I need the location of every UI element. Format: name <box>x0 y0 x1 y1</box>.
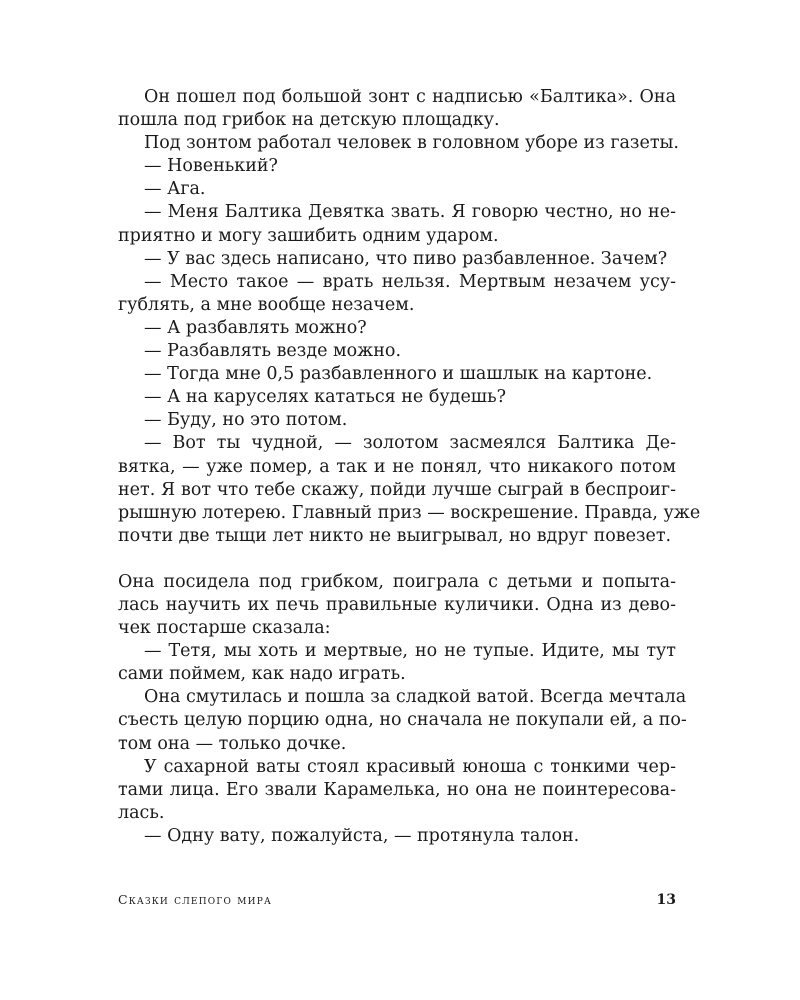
paragraph <box>118 178 676 201</box>
text-line: Она посидела под грибком, поиграла с детьми и попыта- <box>118 571 676 592</box>
paragraph <box>118 640 676 686</box>
text-line: том она — только дочке. <box>118 733 347 754</box>
text-line: сами поймем, как надо играть. <box>118 664 406 685</box>
text-line: — А на каруселях кататься не будешь? <box>144 387 506 408</box>
text-line: — Вот ты чудной, — золотом засмеялся Балтика Де- <box>144 433 676 454</box>
paragraph <box>118 317 676 340</box>
paragraph <box>118 248 676 271</box>
text-line: — Одну вату, пожалуйста, — протянула талон. <box>144 825 580 846</box>
text-line: Она смутилась и пошла за сладкой ватой. Всегда мечтала <box>144 687 687 708</box>
text-line: — Тетя, мы хоть и мертвые, но не тупые. Идите, мы тут <box>144 641 676 662</box>
paragraph <box>118 409 676 432</box>
text-line: лась. <box>118 802 165 823</box>
paragraph <box>118 756 676 825</box>
paragraph <box>118 155 676 178</box>
page-footer <box>118 888 676 912</box>
paragraph <box>118 201 676 247</box>
text-line: тами лица. Его звали Карамелька, но она не поинтересова- <box>118 779 676 800</box>
paragraph <box>118 86 676 132</box>
text-line: — Меня Балтика Девятка звать. Я говорю честно, но не- <box>144 202 676 223</box>
text-line: — Ага. <box>144 179 206 200</box>
paragraph <box>118 340 676 363</box>
section-break <box>118 548 676 571</box>
text-line: У сахарной ваты стоял красивый юноша с тонкими чер- <box>144 756 676 777</box>
paragraph <box>118 432 701 547</box>
text-line: — А разбавлять можно? <box>144 317 367 338</box>
text-line: гублять, а мне вообще незачем. <box>118 294 415 315</box>
running-head: Сказки слепого мира <box>118 892 272 907</box>
paragraph <box>118 386 676 409</box>
text-line: лась научить их печь правильные куличики. Одна из дево- <box>118 594 676 615</box>
page-body <box>118 86 701 848</box>
paragraph <box>118 571 676 640</box>
paragraph <box>118 363 676 386</box>
text-line: рышную лотерею. Главный приз — воскрешение. Правда, уже <box>118 502 701 523</box>
text-line: приятно и могу зашибить одним ударом. <box>118 225 499 246</box>
text-line: — Новенький? <box>144 156 278 177</box>
text-line: — Тогда мне 0,5 разбавленного и шашлык на картоне. <box>144 364 653 385</box>
page-number: 13 <box>656 892 676 908</box>
text-line: съесть целую порцию одна, но сначала не покупали ей, а по- <box>118 710 687 731</box>
text-line: пошла под грибок на детскую площадку. <box>118 110 500 131</box>
text-line: — Буду, но это потом. <box>144 410 348 431</box>
paragraph <box>118 825 676 848</box>
text-line: вятка, — уже помер, а так и не понял, что никакого потом <box>118 456 676 477</box>
text-line: Он пошел под большой зонт с надписью «Балтика». Она <box>144 87 676 107</box>
text-line: Под зонтом работал человек в головном уборе из газеты. <box>144 133 679 154</box>
text-line: почти две тыщи лет никто не выигрывал, но вдруг повезет. <box>118 525 672 546</box>
paragraph <box>118 271 676 317</box>
text-line: — Место такое — врать нельзя. Мертвым незачем усу- <box>144 271 676 292</box>
text-line: нет. Я вот что тебе скажу, пойди лучше сыграй в беспроиг- <box>118 479 676 500</box>
text-line: — Разбавлять везде можно. <box>144 341 402 362</box>
paragraph <box>118 132 679 155</box>
text-line: чек постарше сказала: <box>118 618 331 639</box>
text-line: — У вас здесь написано, что пиво разбавленное. Зачем? <box>144 248 668 269</box>
paragraph <box>118 686 687 755</box>
